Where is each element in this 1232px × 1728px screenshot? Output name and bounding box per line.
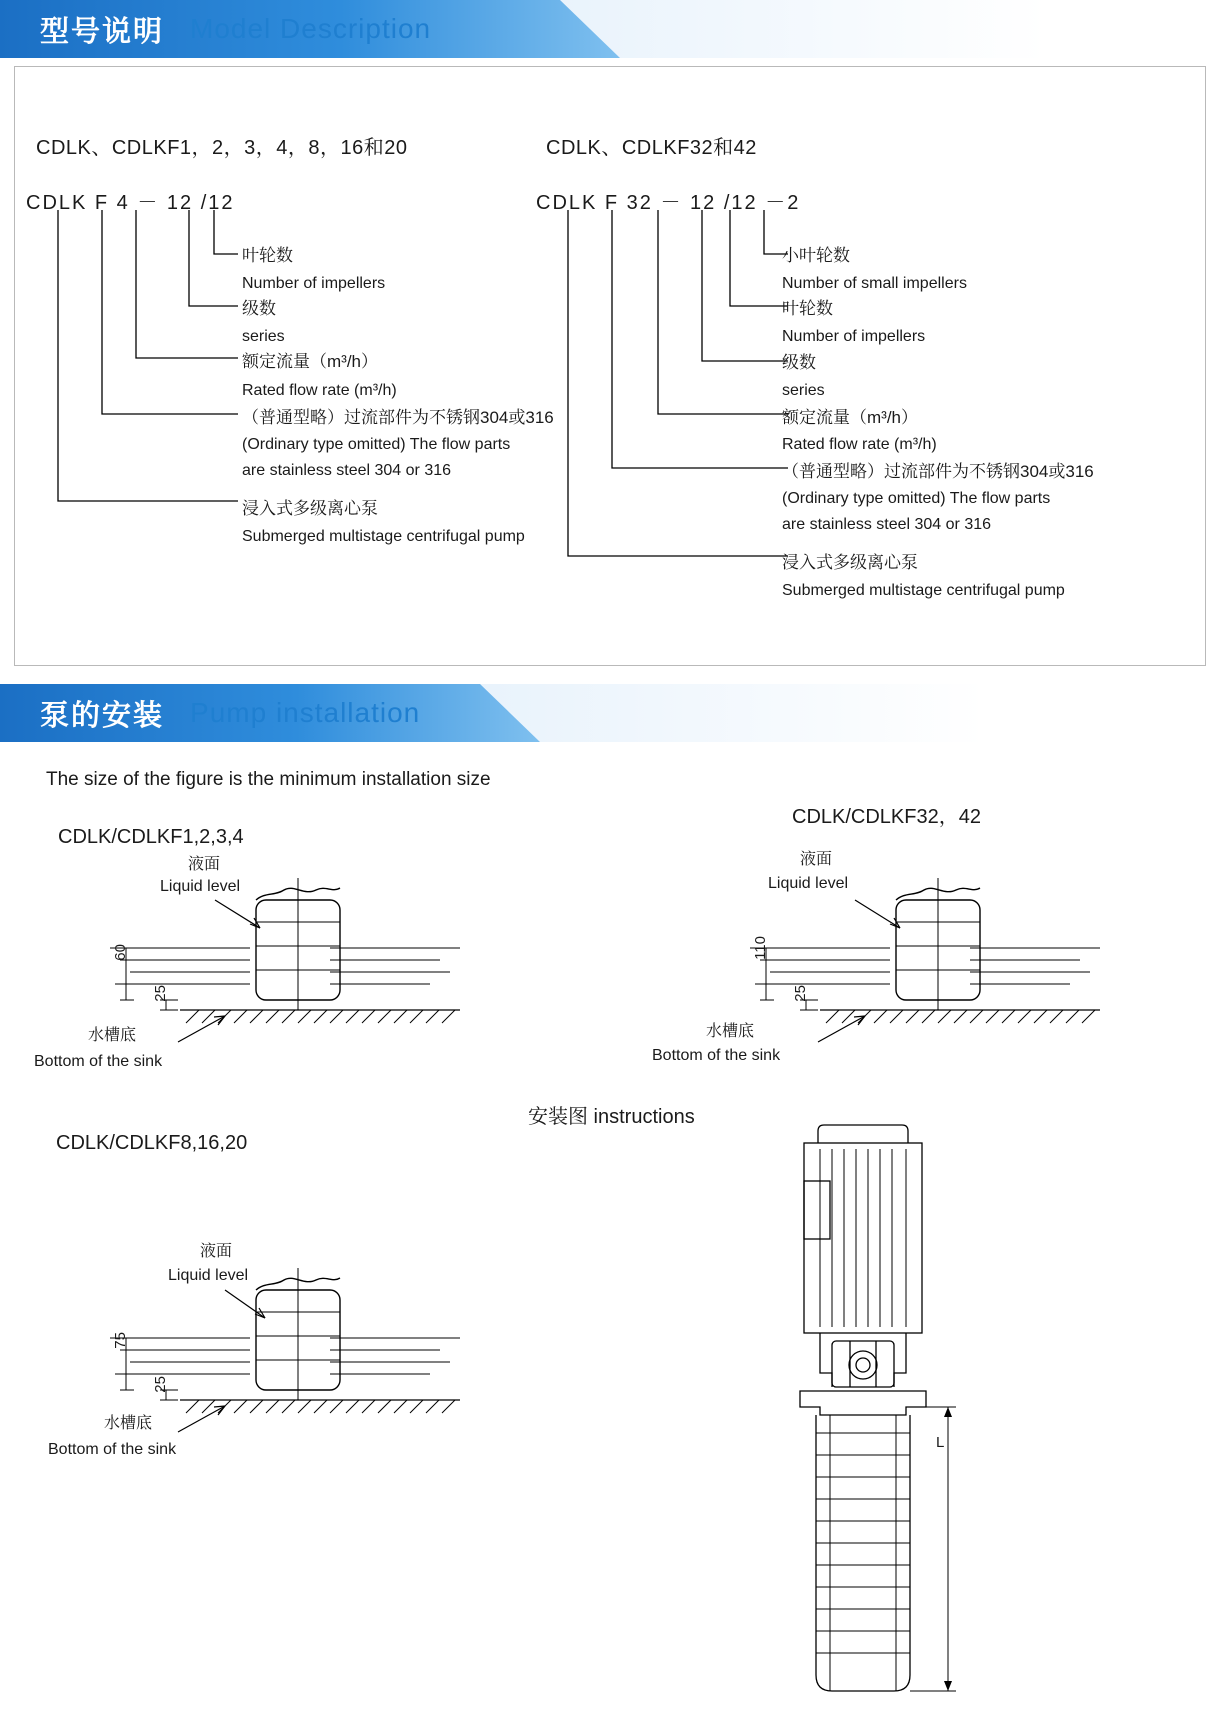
model-left-label-4-en2: are stainless steel 304 or 316 — [242, 462, 452, 479]
model-right-label-3-en: series — [782, 382, 825, 399]
figure-1-dim-top: 60 — [112, 944, 129, 961]
figure-2-sink-cn: 水槽底 — [706, 1023, 755, 1040]
model-right-label-1-cn: 小叶轮数 — [782, 246, 850, 265]
model-left-label-3-en: Rated flow rate (m³/h) — [242, 382, 397, 399]
model-right-label-6-en: Submerged multistage centrifugal pump — [782, 582, 1065, 599]
model-right-label-1-en: Number of small impellers — [782, 275, 967, 292]
figure-3-title: CDLK/CDLKF8,16,20 — [56, 1132, 248, 1154]
section-header-model-description — [0, 0, 1232, 58]
figure-2-drawing — [700, 860, 1120, 1060]
figure-1-liquid-cn: 液面 — [188, 856, 221, 873]
figure-1-dim-bottom: 25 — [152, 985, 169, 1002]
model-left-label-2-cn: 级数 — [242, 299, 276, 318]
model-right-label-5-en2: are stainless steel 304 or 316 — [782, 516, 992, 533]
model-left-code: CDLK F 4 － 12 /12 — [26, 192, 235, 214]
model-right-label-4-en: Rated flow rate (m³/h) — [782, 436, 937, 453]
section-title-en-2: Pump installation — [190, 697, 421, 728]
figure-2-liquid-en: Liquid level — [768, 875, 849, 892]
figure-3-dim-top: 75 — [112, 1332, 129, 1349]
model-left-heading: CDLK、CDLKF1，2，3，4，8，16和20 — [36, 137, 408, 159]
figure-1-liquid-en: Liquid level — [160, 878, 241, 895]
model-right-label-4-cn: 额定流量（m³/h） — [782, 408, 918, 427]
figure-1-title: CDLK/CDLKF1,2,3,4 — [58, 826, 244, 848]
figure-2-dim-top: 110 — [752, 936, 769, 960]
model-right-label-3-cn: 级数 — [782, 353, 816, 372]
section-title-cn-2: 泵的安装 — [40, 699, 165, 732]
model-right-label-5-cn: （普通型略）过流部件为不锈钢304或316 — [782, 462, 1094, 481]
figure-2-title: CDLK/CDLKF32，42 — [792, 806, 981, 828]
model-left-label-5-en: Submerged multistage centrifugal pump — [242, 528, 525, 545]
figure-3-sink-cn: 水槽底 — [104, 1415, 153, 1432]
model-right-label-2-en: Number of impellers — [782, 328, 926, 345]
model-right-heading: CDLK、CDLKF32和42 — [546, 137, 757, 159]
figure-3-dim-bottom: 25 — [152, 1376, 169, 1393]
model-left-label-4-en: (Ordinary type omitted) The flow parts — [242, 436, 511, 453]
section-header-pump-installation — [0, 684, 1232, 742]
figure-3-liquid-cn: 液面 — [200, 1243, 233, 1260]
figure-2-dim-bottom: 25 — [792, 985, 809, 1002]
figure-2-sink-en: Bottom of the sink — [652, 1047, 781, 1064]
model-left-label-2-en: series — [242, 328, 285, 345]
figure-3-liquid-en: Liquid level — [168, 1267, 249, 1284]
model-right-label-5-en: (Ordinary type omitted) The flow parts — [782, 490, 1051, 507]
installation-note: The size of the figure is the minimum installation size — [46, 769, 491, 790]
instruction-figure-drawing — [770, 1115, 1000, 1715]
model-left-label-4-cn: （普通型略）过流部件为不锈钢304或316 — [242, 408, 554, 427]
section-title-cn: 型号说明 — [40, 15, 165, 48]
instruction-figure-dim-l: L — [936, 1434, 945, 1451]
section-title-en: Model Description — [190, 13, 432, 44]
model-left-label-3-cn: 额定流量（m³/h） — [242, 352, 378, 371]
model-right-label-6-cn: 浸入式多级离心泵 — [782, 553, 918, 572]
figure-3-sink-en: Bottom of the sink — [48, 1441, 177, 1458]
model-left-label-5-cn: 浸入式多级离心泵 — [242, 499, 378, 518]
model-left-label-1-cn: 叶轮数 — [242, 246, 293, 265]
figure-2-liquid-cn: 液面 — [800, 851, 833, 868]
model-right-code: CDLK F 32 － 12 /12 －2 — [536, 192, 801, 214]
figure-1-sink-en: Bottom of the sink — [34, 1053, 163, 1070]
model-right-label-2-cn: 叶轮数 — [782, 299, 833, 318]
model-left-label-1-en: Number of impellers — [242, 275, 386, 292]
figure-1-sink-cn: 水槽底 — [88, 1027, 137, 1044]
instruction-figure-title: 安装图 instructions — [528, 1106, 695, 1128]
